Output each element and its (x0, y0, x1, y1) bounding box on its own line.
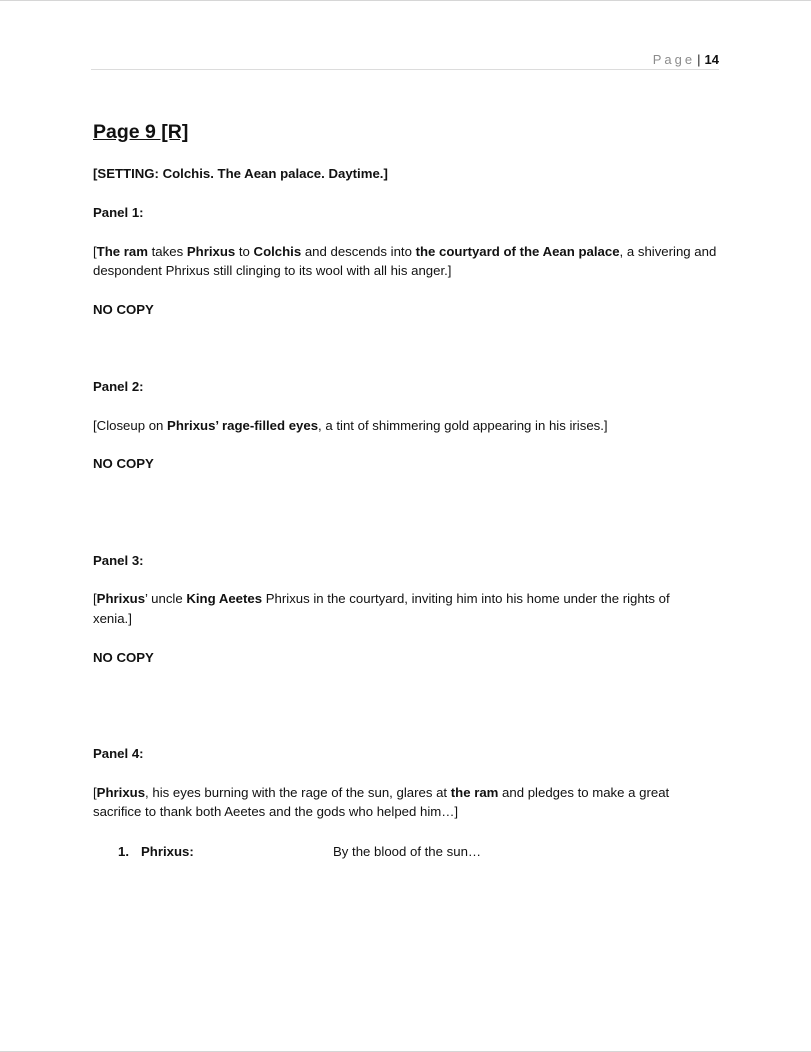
bold-run: Colchis (253, 244, 302, 259)
header-page-number: 14 (704, 52, 719, 67)
dialogue-text: By the blood of the sun… (333, 844, 482, 859)
header-page-word: Page (652, 52, 696, 67)
panel-4-description (93, 783, 719, 803)
setting-line: [SETTING: Colchis. The Aean palace. Daytime.] (93, 166, 388, 181)
text-run: , his eyes burning with the rage of the sun, glares at (145, 785, 451, 800)
bold-run: Phrixus (96, 785, 146, 800)
page-title: Page 9 [R] (93, 121, 189, 143)
text-run: , a shivering and (619, 244, 717, 259)
text-run: ’ uncle (145, 591, 187, 606)
bold-run: Phrixus’ rage-filled eyes (167, 418, 319, 433)
text-run: and descends into (301, 244, 416, 259)
panel-2-copy: NO COPY (93, 456, 154, 471)
panel-1-description-line-2: despondent Phrixus still clinging to its wool with all his anger.] (93, 263, 452, 278)
panel-3-description (93, 589, 719, 609)
panel-3-label: Panel 3: (93, 553, 144, 568)
panel-1-description (93, 242, 719, 262)
bold-run: The ram (96, 244, 148, 259)
page-header (91, 50, 719, 70)
text-run: [Closeup on (93, 418, 168, 433)
bold-run: Phrixus (96, 591, 146, 606)
dialogue-speaker: Phrixus: (141, 844, 194, 859)
bold-run: the ram (450, 785, 499, 800)
panel-2-description (93, 416, 719, 436)
text-run: Phrixus in the courtyard, inviting him into his home under the rights of (262, 591, 670, 606)
bold-run: King Aeetes (186, 591, 263, 606)
text-run: takes (147, 244, 187, 259)
text-run: to (235, 244, 254, 259)
bold-run: Phrixus (186, 244, 236, 259)
panel-1-label: Panel 1: (93, 205, 144, 220)
panel-3-description-line-2: xenia.] (93, 611, 132, 626)
header-separator: | (697, 52, 701, 67)
text-run: [ (93, 591, 97, 606)
panel-3-copy: NO COPY (93, 650, 154, 665)
text-run: , a tint of shimmering gold appearing in his irises.] (318, 418, 608, 433)
text-run: [ (93, 244, 97, 259)
panel-1-copy: NO COPY (93, 302, 154, 317)
text-run: [ (93, 785, 97, 800)
panel-2-label: Panel 2: (93, 379, 144, 394)
bold-run: the courtyard of the Aean palace (415, 244, 620, 259)
panel-4-label: Panel 4: (93, 746, 144, 761)
text-run: and pledges to make a great (498, 785, 670, 800)
panel-4-description-line-2: sacrifice to thank both Aeetes and the gods who helped him…] (93, 804, 459, 819)
dialogue-number: 1. (118, 844, 129, 859)
